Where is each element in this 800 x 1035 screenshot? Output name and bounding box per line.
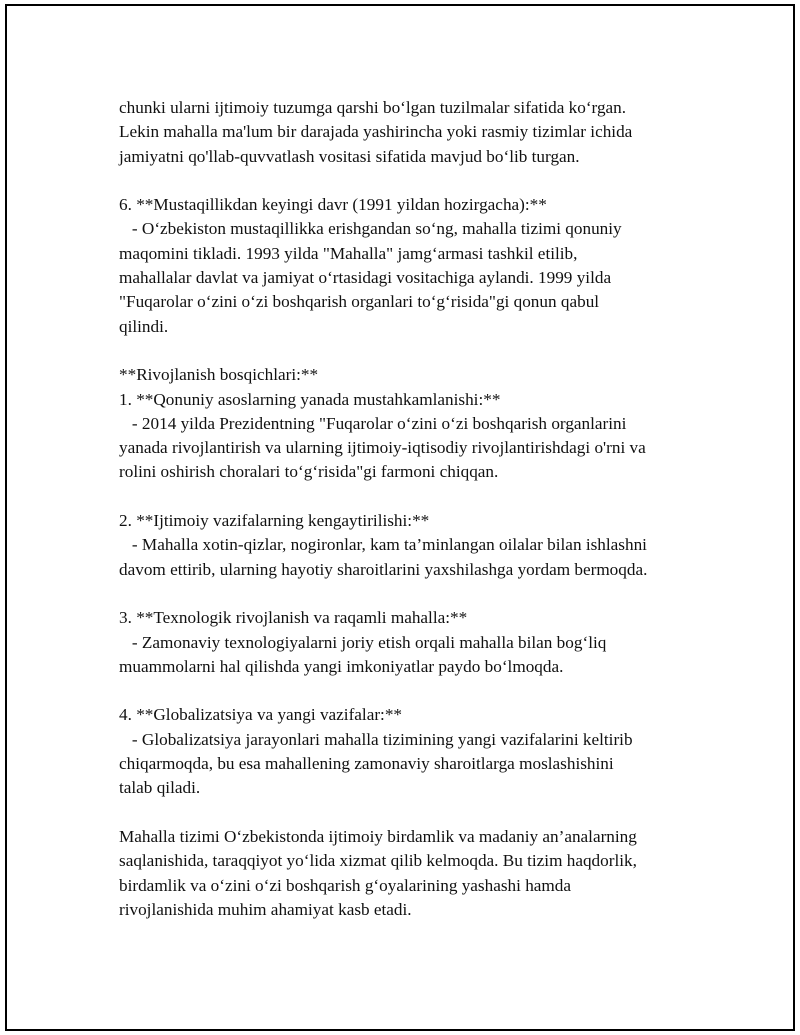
text-line: - Zamonaviy texnologiyalarni joriy etish orqali mahalla bilan bog‘liq (119, 632, 607, 652)
text-line: - Globalizatsiya jarayonlari mahalla tizimining yangi vazifalarini keltirib (119, 729, 633, 749)
text-line: - 2014 yilda Prezidentning "Fuqarolar o‘zini o‘zi boshqarish organlarini (119, 413, 627, 433)
paragraph-stages-1 (119, 363, 709, 484)
section-heading: **Rivojlanish bosqichlari:** (119, 365, 319, 385)
section-heading: 6. **Mustaqillikdan keyingi davr (1991 yildan hozirgacha):** (119, 195, 547, 215)
text-line: birdamlik va o‘zini o‘zi boshqarish g‘oyalarining yashashi hamda (119, 875, 572, 895)
paragraph-stages-2 (119, 509, 709, 582)
text-line: rivojlanishida muhim ahamiyat kasb etadi. (119, 899, 412, 919)
text-line: qilindi. (119, 316, 169, 336)
subsection-heading: 2. **Ijtimoiy vazifalarning kengaytirilishi:** (119, 511, 430, 531)
text-line: jamiyatni qo'llab-quvvatlash vositasi sifatida mavjud bo‘lib turgan. (119, 146, 580, 166)
subsection-heading: 4. **Globalizatsiya va yangi vazifalar:** (119, 705, 403, 725)
paragraph-period-6 (119, 193, 709, 339)
text-line: chunki ularni ijtimoiy tuzumga qarshi bo‘lgan tuzilmalar sifatida ko‘rgan. (119, 98, 627, 117)
text-line: rolini oshirish choralari to‘g‘risida"gi farmoni chiqqan. (119, 462, 499, 482)
text-line: chiqarmoqda, bu esa mahallening zamonaviy sharoitlarga moslashishini (119, 754, 614, 774)
paragraph-conclusion (119, 825, 709, 922)
text-line: talab qiladi. (119, 778, 201, 798)
text-line: mahallalar davlat va jamiyat o‘rtasidagi vositachiga aylandi. 1999 yilda (119, 268, 612, 288)
text-line: saqlanishida, taraqqiyot yo‘lida xizmat qilib kelmoqda. Bu tizim haqdorlik, (119, 851, 637, 871)
text-line: - Mahalla xotin-qizlar, nogironlar, kam ta’minlangan oilalar bilan ishlashni (119, 535, 647, 555)
text-line: Lekin mahalla ma'lum bir darajada yashirincha yoki rasmiy tizimlar ichida (119, 122, 633, 142)
paragraph-stages-3 (119, 606, 709, 679)
paragraph-intro-continuation (119, 96, 709, 169)
text-line: muammolarni hal qilishda yangi imkoniyatlar paydo bo‘lmoqda. (119, 656, 564, 676)
text-line: "Fuqarolar o‘zini o‘zi boshqarish organlari to‘g‘risida"gi qonun qabul (119, 292, 600, 312)
text-line: yanada rivojlantirish va ularning ijtimoiy-iqtisodiy rivojlantirishdagi o'rni va (119, 438, 646, 458)
subsection-heading: 1. **Qonuniy asoslarning yanada mustahkamlanishi:** (119, 389, 501, 409)
paragraph-stages-4 (119, 703, 709, 800)
subsection-heading: 3. **Texnologik rivojlanish va raqamli mahalla:** (119, 608, 468, 628)
text-line: Mahalla tizimi O‘zbekistonda ijtimoiy birdamlik va madaniy an’analarning (119, 826, 637, 846)
document-body (119, 96, 709, 946)
document-page (5, 4, 795, 1031)
text-line: maqomini tikladi. 1993 yilda "Mahalla" jamg‘armasi tashkil etilib, (119, 243, 578, 263)
text-line: - O‘zbekiston mustaqillikka erishgandan so‘ng, mahalla tizimi qonuniy (119, 219, 622, 239)
text-line: davom ettirib, ularning hayotiy sharoitlarini yaxshilashga yordam bermoqda. (119, 559, 648, 579)
